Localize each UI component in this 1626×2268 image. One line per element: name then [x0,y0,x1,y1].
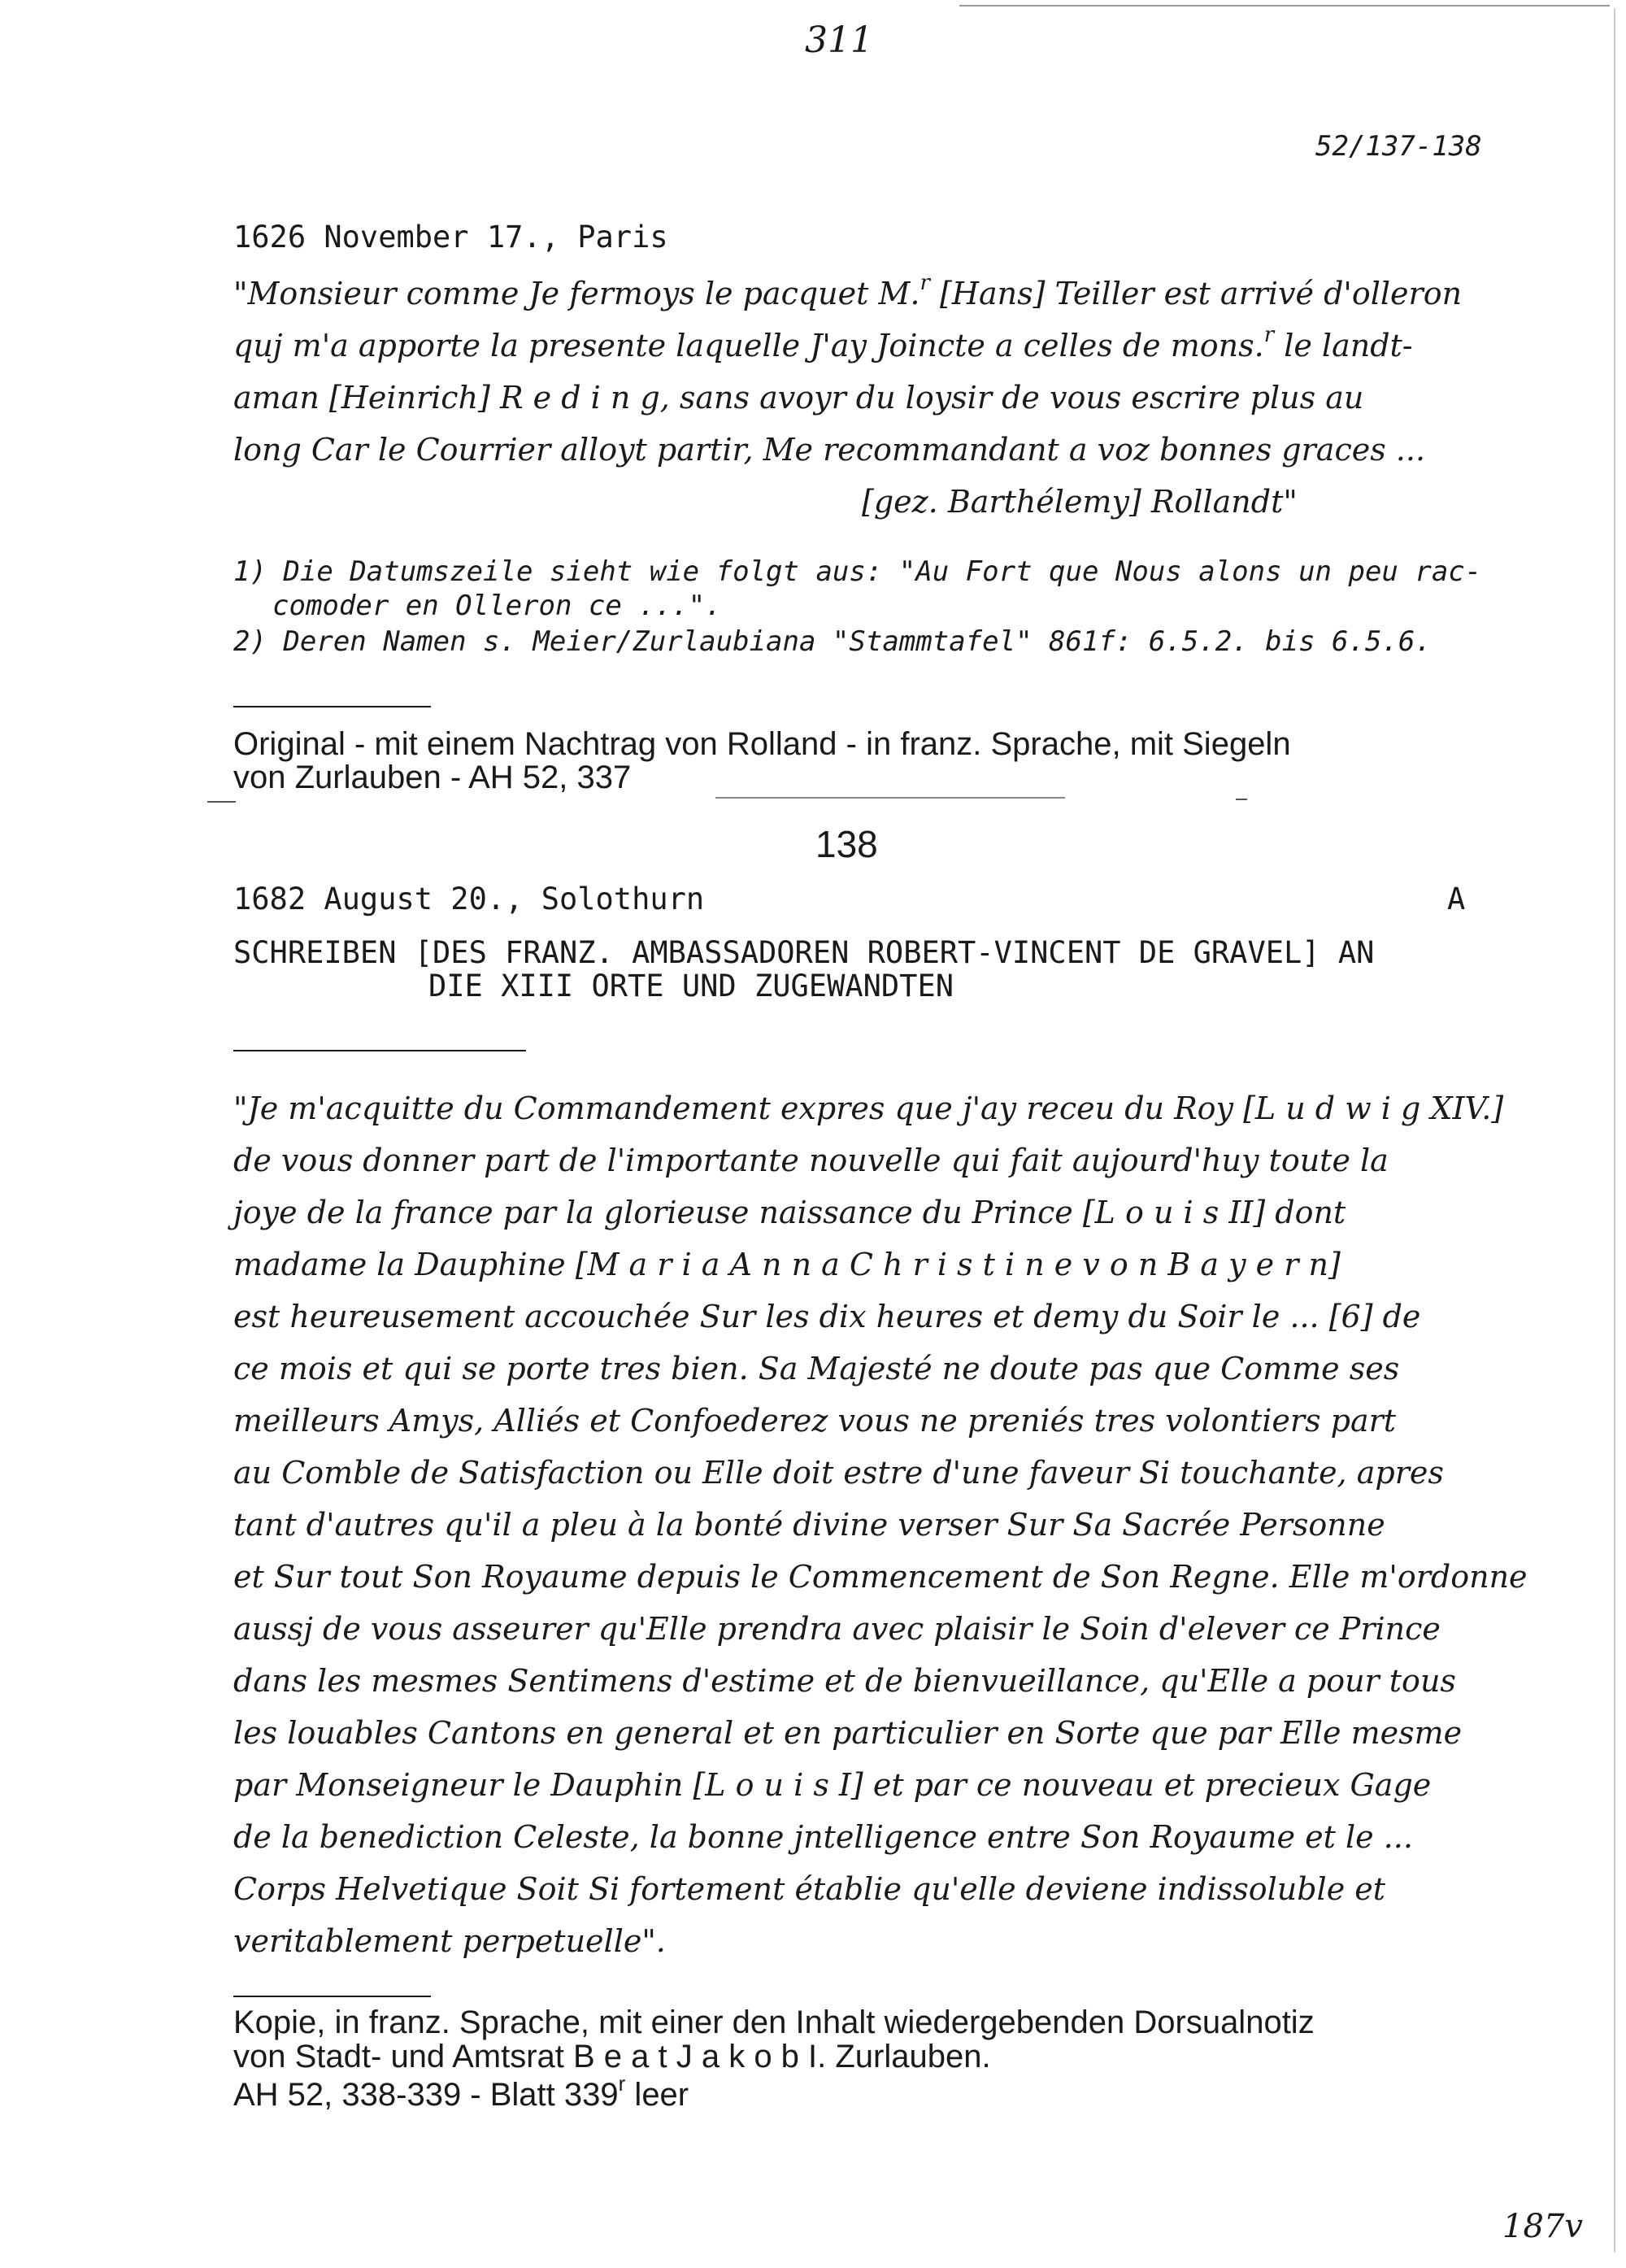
quote-138-line: ce mois et qui se porte tres bien. Sa Majesté ne doute pas que Comme ses [233,1351,1400,1386]
quote-137-line-2b: le landt- [1274,328,1413,363]
entry-138-heading-line-1: SCHREIBEN [DES FRANZ. AMBASSADOREN ROBERT-VINCENT DE GRAVEL] AN [233,935,1375,970]
source-138-line-3a: AH 52, 338-339 - Blatt 339 [233,2077,619,2113]
scan-edge-line-right [1614,8,1615,2253]
scan-edge-line [959,5,1610,7]
scan-artifact [207,801,236,803]
footnote-1-line-2: comoder en Olleron ce ...". [272,590,722,622]
quote-137-line-2a: quj m'a apporte la presente laquelle J'ay Joincte a celles de mons. [233,328,1264,363]
superscript-r: r [1263,323,1275,347]
quote-137-line-4: long Car le Courrier alloyt partir, Me recommandant a voz bonnes graces ... [233,432,1426,468]
handwritten-folio-bottom: 187v [1502,2208,1583,2245]
quote-138-line: veritablement perpetuelle". [233,1923,666,1959]
quote-138-line: joye de la france par la glorieuse naissance du Prince [L o u i s II] dont [233,1195,1346,1230]
source-138-line-2: von Stadt- und Amtsrat B e a t J a k o b I. Zurlauben. [233,2039,991,2074]
quote-138-line: "Je m'acquitte du Commandement expres que j'ay receu du Roy [L u d w i g XIV.] [233,1090,1504,1126]
source-divider-137 [233,706,431,707]
source-138-line-1: Kopie, in franz. Sprache, mit einer den Inhalt wiedergebenden Dorsualnotiz [233,2005,1315,2040]
source-137-line-2: von Zurlauben - AH 52, 337 [233,760,632,795]
footnote-2: 2) Deren Namen s. Meier/Zurlaubiana "Stammtafel" 861f: 6.5.2. bis 6.5.6. [233,625,1432,658]
entry-137-date-line: 1626 November 17., Paris [233,220,668,255]
footnote-1-line-1: 1) Die Datumszeile sieht wie folgt aus: "Au Fort que Nous alons un peu rac- [233,555,1482,588]
entry-number: 138 [815,823,878,865]
quote-138-line: de vous donner part de l'importante nouvelle qui fait aujourd'huy toute la [233,1143,1389,1178]
quote-138-line: par Monseigneur le Dauphin [L o u i s I] et par ce nouveau et precieux Gage [233,1767,1432,1803]
heading-divider-138 [233,1050,526,1051]
handwritten-folio-number: 311 [805,20,873,61]
source-138-line-3 [233,2071,689,2113]
quote-138-line: tant d'autres qu'il a pleu à la bonté divine verser Sur Sa Sacrée Personne [233,1507,1385,1543]
superscript-r: r [618,2071,626,2096]
quote-137-line-3: aman [Heinrich] R e d i n g, sans avoyr du loysir de vous escrire plus au [233,380,1364,416]
entry-138-marker: A [1447,882,1466,916]
quote-137-line-1a: "Monsieur comme Je fermoys le pacquet M. [233,276,920,311]
quote-138-line: est heureusement accouchée Sur les dix heures et demy du Soir le ... [6] de [233,1299,1421,1334]
entry-138-heading-line-2: DIE XIII ORTE UND ZUGEWANDTEN [428,969,954,1003]
quote-137-line-1b: [Hans] Teiller est arrivé d'olleron [929,276,1463,311]
quote-138-line: au Comble de Satisfaction ou Elle doit estre d'une faveur Si touchante, apres [233,1455,1444,1491]
source-137-line-1: Original - mit einem Nachtrag von Rolland - in franz. Sprache, mit Siegeln [233,726,1291,762]
quote-138-line: de la benediction Celeste, la bonne jntelligence entre Son Royaume et le ... [233,1819,1413,1855]
quote-138-line: dans les mesmes Sentimens d'estime et de bienvueillance, qu'Elle a pour tous [233,1663,1456,1699]
entry-138-date-line: 1682 August 20., Solothurn [233,882,705,916]
quote-138-line: aussj de vous asseurer qu'Elle prendra avec plaisir le Soin d'elever ce Prince [233,1611,1441,1647]
quote-138-line: Corps Helvetique Soit Si fortement établie qu'elle deviene indissoluble et [233,1871,1386,1907]
scan-artifact [715,797,1065,799]
quote-137-line-1 [233,271,1463,311]
source-138-line-3b: leer [625,2077,689,2113]
reference-number: 52/137-138 [1315,130,1482,163]
source-divider-138 [233,1996,431,1997]
quote-138-line: meilleurs Amys, Alliés et Confoederez vous ne preniés tres volontiers part [233,1403,1397,1439]
quote-138-line: madame la Dauphine [M a r i a A n n a C h r i s t i n e v o n B a y e r n] [233,1247,1341,1282]
quote-138-line: et Sur tout Son Royaume depuis le Commencement de Son Regne. Elle m'ordonne [233,1559,1528,1595]
superscript-r: r [920,271,930,295]
quote-137-signature: [gez. Barthélemy] Rollandt" [862,484,1298,520]
quote-138-line: les louables Cantons en general et en particulier en Sorte que par Elle mesme [233,1715,1463,1751]
quote-137-line-2 [233,323,1413,363]
scan-artifact [1236,799,1247,800]
